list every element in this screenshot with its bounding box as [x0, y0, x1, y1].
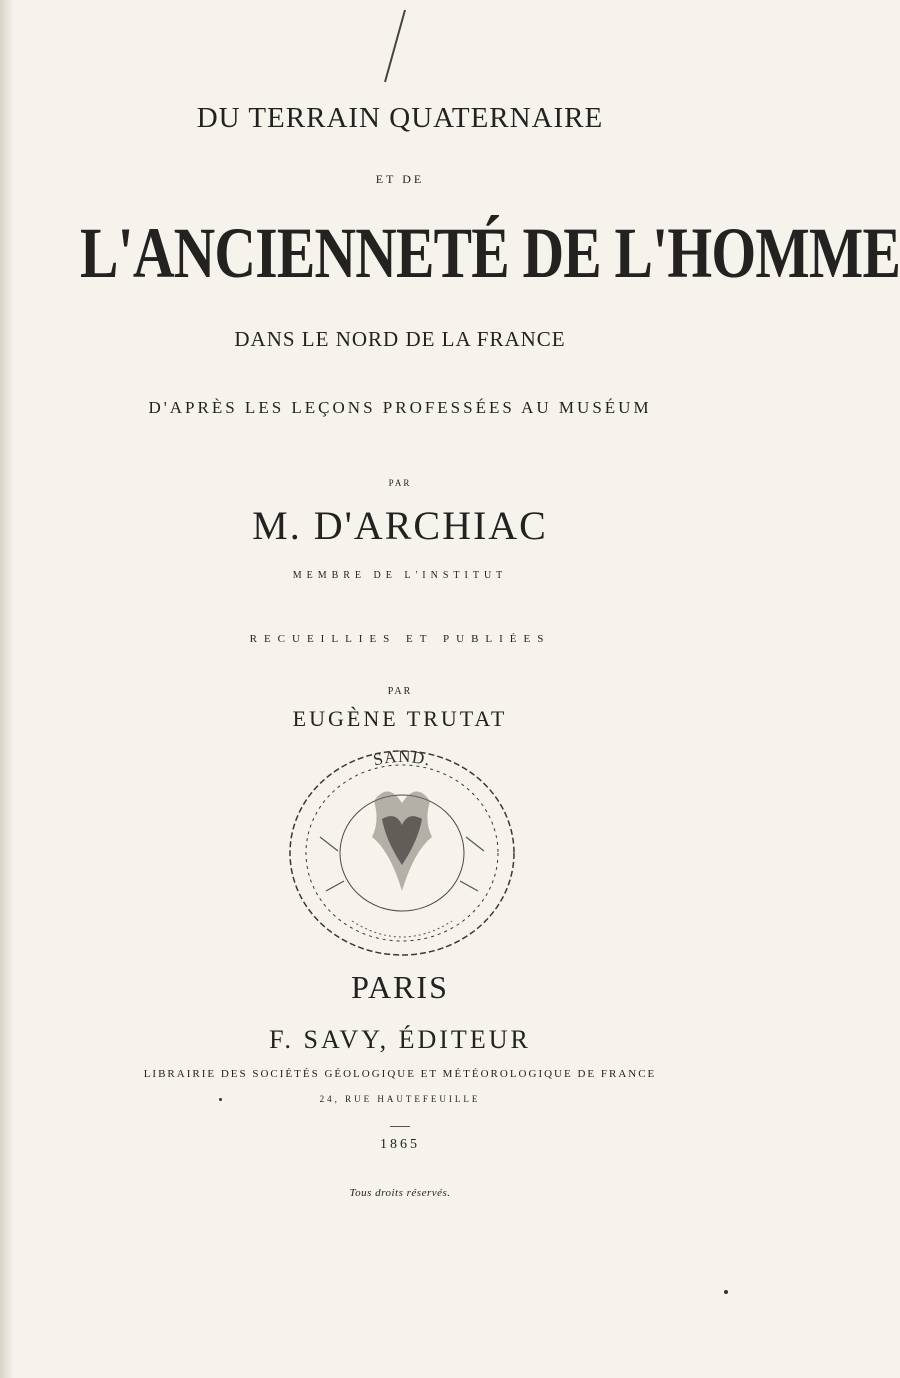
- collected-line: RECUEILLIES ET PUBLIÉES: [249, 633, 551, 645]
- publisher: F. SAVY, ÉDITEUR: [269, 1025, 531, 1054]
- paper-speck: [724, 1290, 728, 1294]
- handwritten-slash-mark: [375, 6, 415, 86]
- editor-name: EUGÈNE TRUTAT: [292, 706, 508, 731]
- title-line-1: DU TERRAIN QUATERNAIRE: [196, 102, 604, 134]
- address-line: 24, RUE HAUTEFEUILLE: [319, 1094, 481, 1104]
- rights-notice: Tous droits réservés.: [349, 1187, 451, 1199]
- lecture-line: D'APRÈS LES LEÇONS PROFESSÉES AU MUSÉUM: [148, 398, 652, 417]
- subtitle: DANS LE NORD DE LA FRANCE: [234, 327, 566, 351]
- by-label-1: PAR: [388, 478, 412, 488]
- printer-mark-emblem: [278, 741, 526, 963]
- short-rule: [390, 1126, 410, 1127]
- city: PARIS: [351, 969, 449, 1005]
- bookshop-line: LIBRAIRIE DES SOCIÉTÉS GÉOLOGIQUE ET MÉTÉOROLOGIQUE DE FRANCE: [143, 1068, 657, 1080]
- author-name: M. D'ARCHIAC: [252, 503, 548, 548]
- title-connector: ET DE: [375, 172, 425, 186]
- main-title: L'ANCIENNETÉ DE L'HOMME: [80, 213, 900, 293]
- printer-mark-motto: SAND.: [371, 746, 434, 770]
- publication-year: 1865: [380, 1137, 420, 1152]
- by-label-2: PAR: [387, 686, 413, 697]
- author-title: MEMBRE DE L'INSTITUT: [292, 570, 508, 581]
- paper-speck: [219, 1098, 222, 1101]
